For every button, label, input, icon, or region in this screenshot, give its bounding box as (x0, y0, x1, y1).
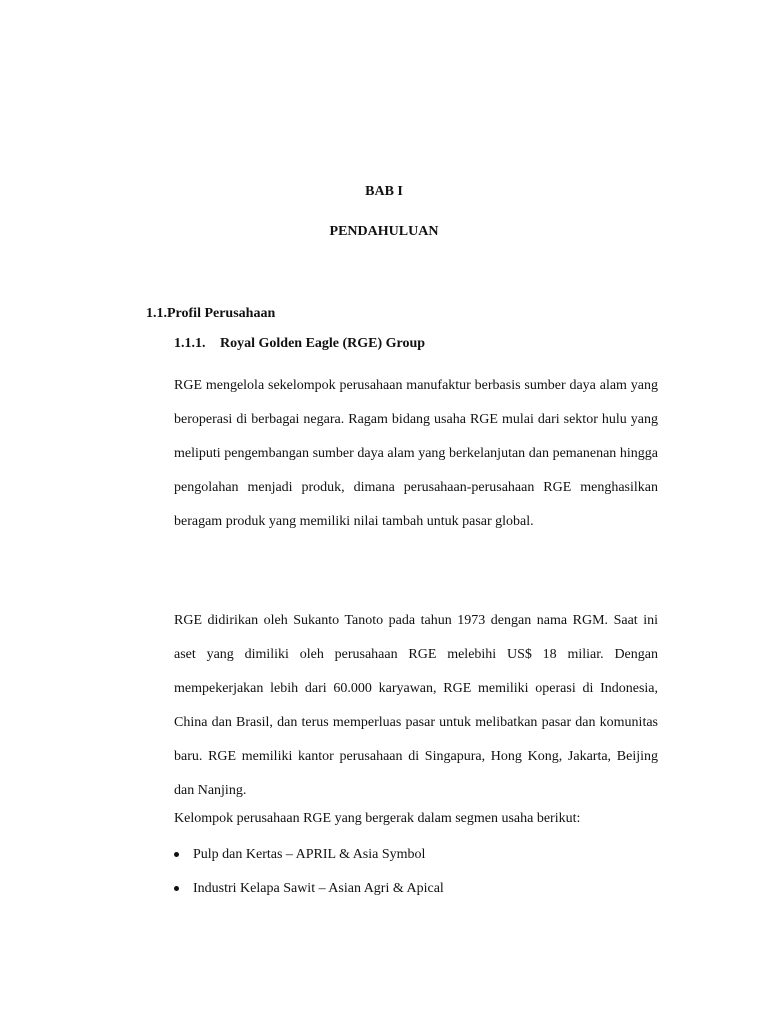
bullet-icon (174, 886, 179, 891)
subsection-title: Royal Golden Eagle (RGE) Group (220, 336, 426, 351)
chapter-label: BAB I (365, 184, 403, 199)
list-item-text: Industri Kelapa Sawit – Asian Agri & Apical (193, 881, 444, 896)
paragraph-segments-intro: Kelompok perusahaan RGE yang bergerak dalam segmen usaha berikut: (174, 811, 581, 826)
list-item (174, 845, 658, 879)
bullet-icon (174, 852, 179, 857)
subsection-number: 1.1.1. (174, 336, 206, 351)
list-item (174, 879, 658, 913)
segment-list (174, 845, 658, 913)
list-item-text: Pulp dan Kertas – APRIL & Asia Symbol (193, 847, 426, 862)
subsection-heading (174, 336, 425, 352)
section-heading: 1.1.Profil Perusahaan (146, 306, 276, 321)
paragraph-company-overview: RGE mengelola sekelompok perusahaan manufaktur berbasis sumber daya alam yang beroperasi di berbagai negara. Ragam bidang usaha RGE mulai dari sektor hulu yang meliputi pengembangan sumber daya alam yang berkelanjutan dan pemanenan hingga pengolahan menjadi produk, dimana perusahaan-perusahaan RGE menghasilkan beragam produk yang memiliki nilai tambah untuk pasar global. (174, 378, 658, 529)
chapter-title: PENDAHULUAN (329, 224, 439, 239)
paragraph-company-history: RGE didirikan oleh Sukanto Tanoto pada tahun 1973 dengan nama RGM. Saat ini aset yang dimiliki oleh perusahaan RGE melebihi US$ 18 miliar. Dengan mempekerjakan lebih dari 60.000 karyawan, RGE memiliki operasi di Indonesia, China dan Brasil, dan terus memperluas pasar untuk melibatkan pasar dan komunitas baru. RGE memiliki kantor perusahaan di Singapura, Hong Kong, Jakarta, Beijing dan Nanjing. (174, 613, 658, 798)
